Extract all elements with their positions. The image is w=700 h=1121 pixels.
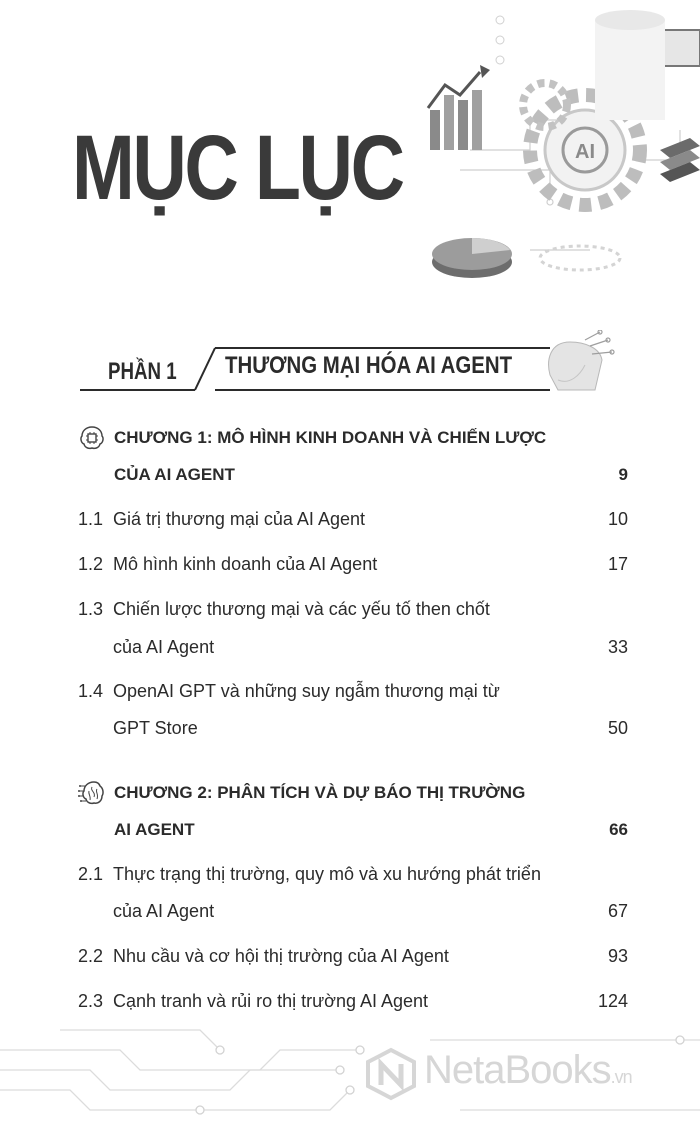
chapter-1-title-line2: CỦA AI AGENT xyxy=(114,465,235,484)
stack-icon xyxy=(660,138,700,182)
section-page: 17 xyxy=(607,554,628,574)
section-number: 1.2 xyxy=(78,554,104,574)
chapter-1-page: 9 xyxy=(618,465,628,484)
ai-technology-illustration xyxy=(410,0,700,300)
section-title: Chiến lược thương mại và các yếu tố then chốt xyxy=(113,599,490,619)
section-title: Cạnh tranh và rủi ro thị trường AI Agent xyxy=(113,991,429,1011)
section-title: Nhu cầu và cơ hội thị trường của AI Agent xyxy=(113,946,449,966)
section-page: 10 xyxy=(607,509,628,529)
chapter-2-title-line1: CHƯƠNG 2: PHÂN TÍCH VÀ DỰ BÁO THỊ TRƯỜNG xyxy=(114,783,526,802)
monitor-icon xyxy=(660,30,700,66)
section-number: 2.2 xyxy=(78,946,104,966)
watermark-brand: NetaBooks xyxy=(424,1048,611,1092)
section-page: 67 xyxy=(607,901,628,921)
part-label: PHẦN 1 xyxy=(108,358,177,385)
section-title: Giá trị thương mại của AI Agent xyxy=(113,509,365,529)
svg-text:AI: AI xyxy=(575,141,595,163)
robot-head-icon xyxy=(549,330,614,390)
section-number: 1.1 xyxy=(78,509,104,529)
section-page: 33 xyxy=(607,637,628,657)
section-page: 124 xyxy=(597,991,628,1011)
section-title: OpenAI GPT và những suy ngẫm thương mại từ xyxy=(113,681,500,701)
brain-chip-icon xyxy=(78,424,106,452)
pie-chart-icon xyxy=(432,238,512,278)
section-title: Thực trạng thị trường, quy mô và xu hướng phát triển xyxy=(113,864,541,884)
chapter-2-title-line2: AI AGENT xyxy=(114,820,195,839)
chapter-2-page: 66 xyxy=(609,820,628,839)
watermark xyxy=(424,1048,632,1093)
section-page: 50 xyxy=(607,718,628,738)
part-title: THƯƠNG MẠI HÓA AI AGENT xyxy=(225,352,513,379)
bar-chart-icon xyxy=(428,65,490,150)
section-number: 2.1 xyxy=(78,864,104,884)
section-title-line2: GPT Store xyxy=(113,718,198,738)
chapter-1-title-line1: CHƯƠNG 1: MÔ HÌNH KINH DOANH VÀ CHIẾN LƯỢC xyxy=(114,428,547,447)
section-title: Mô hình kinh doanh của AI Agent xyxy=(113,554,378,574)
netabooks-logo-icon xyxy=(364,1047,418,1101)
page-title: MỤC LỤC xyxy=(72,117,403,219)
section-page: 93 xyxy=(607,946,628,966)
part-banner xyxy=(80,330,640,410)
section-number: 1.3 xyxy=(78,599,104,619)
section-title-line2: của AI Agent xyxy=(113,637,215,657)
section-title-line2: của AI Agent xyxy=(113,901,215,921)
circuit-brain-icon xyxy=(78,779,106,807)
section-number: 2.3 xyxy=(78,991,104,1011)
watermark-suffix: .vn xyxy=(610,1067,632,1087)
section-number: 1.4 xyxy=(78,681,104,701)
